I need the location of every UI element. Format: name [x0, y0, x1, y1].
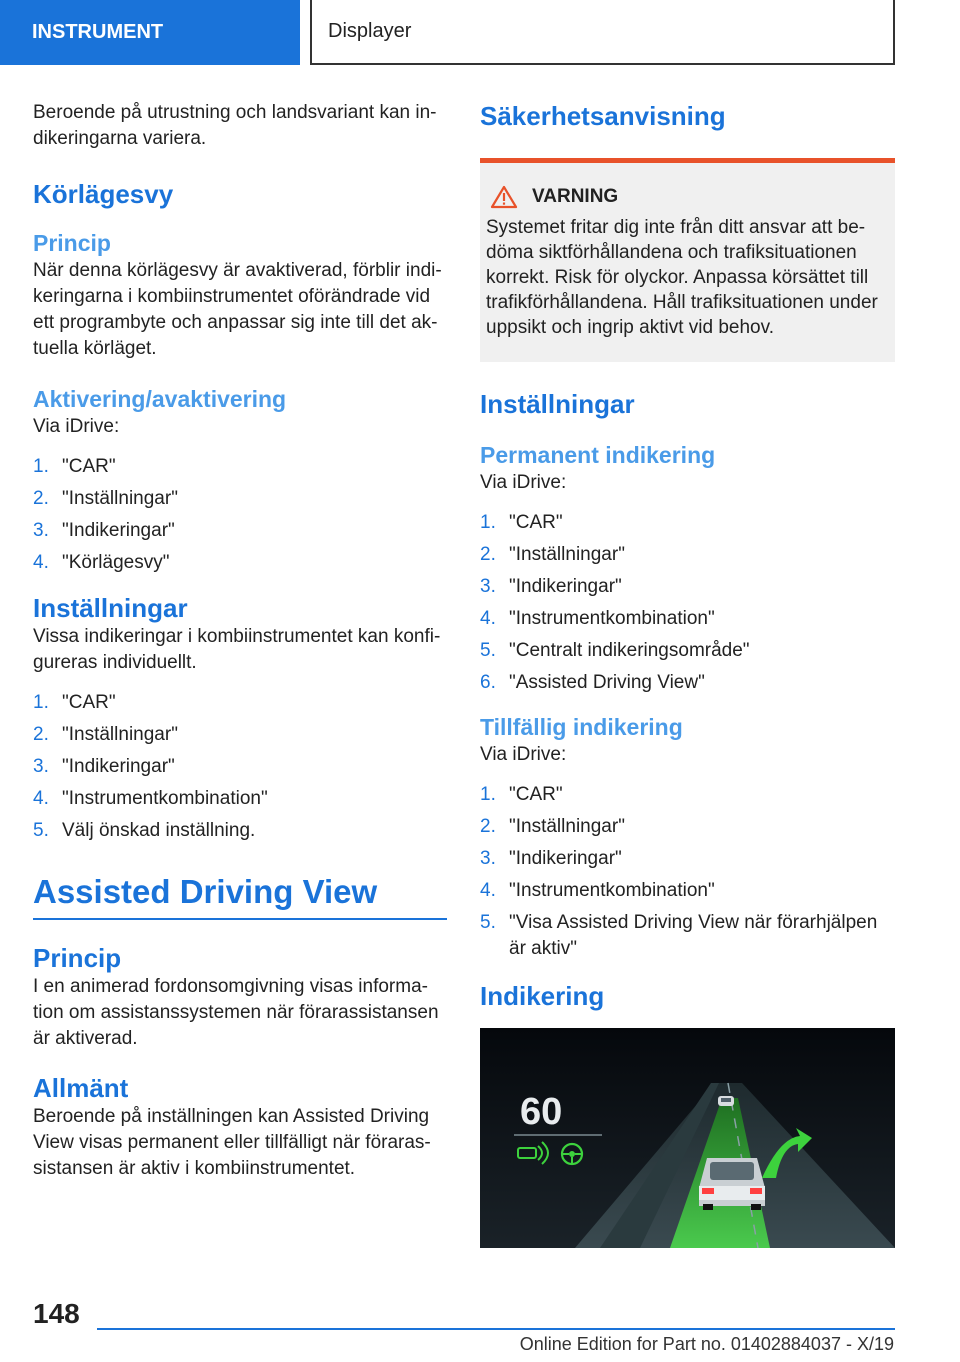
list-item: 3. "Indikeringar" — [33, 756, 175, 777]
footer-edition: Online Edition for Part no. 01402884037 - X/19 — [519, 1334, 894, 1354]
list-item: 4. "Instrumentkombination" — [480, 880, 715, 901]
allmant-text: Beroende på inställningen kan Assisted Driving View visas permanent eller tillfälligt när föraras-sistansen är aktiv i kombiinstrumentet. — [33, 1106, 431, 1179]
activation-via: Via iDrive: — [33, 416, 120, 437]
page-number: 148 — [33, 1298, 80, 1329]
permanent-steps — [480, 510, 895, 696]
warning-text: Systemet fritar dig inte från ditt ansvar att be-döma siktförhållandena och trafiksituationen korrekt. Risk för olyckor. Anpassa körsättet till trafikförhållandena. Håll trafiksituationen under uppsikt och ingrip aktivt vid behov. — [486, 217, 878, 338]
installningar-heading-right: Inställningar — [480, 389, 635, 419]
korlagesvy-princip-heading: Princip — [33, 230, 111, 256]
temporary-steps — [480, 782, 895, 962]
adv-princip-text: I en animerad fordonsomgivning visas informa-tion om assistanssystemen när förarassistansen är aktiverad. — [33, 976, 439, 1049]
korlagesvy-heading: Körlägesvy — [33, 179, 174, 209]
permanent-via: Via iDrive: — [480, 472, 567, 493]
list-item: 1. "CAR" — [33, 456, 116, 477]
warning-box — [480, 158, 895, 362]
footer-divider — [97, 1328, 895, 1330]
list-item: 5. Välj önskad inställning. — [33, 820, 256, 841]
list-item: 3. "Indikeringar" — [480, 848, 622, 869]
list-item: 1. "CAR" — [480, 512, 563, 533]
permanent-heading: Permanent indikering — [480, 442, 716, 468]
installningar-text: Vissa indikeringar i kombiinstrumentet kan konfi-gureras individuellt. — [33, 626, 441, 673]
header-chapter-tab: INSTRUMENT — [0, 0, 300, 65]
assisted-driving-view-figure — [480, 1028, 895, 1248]
list-item: 4. "Körlägesvy" — [33, 552, 170, 573]
adv-heading: Assisted Driving View — [33, 870, 447, 920]
installningar-heading-left: Inställningar — [33, 593, 188, 623]
activation-heading: Aktivering/avaktivering — [33, 386, 287, 412]
list-item: 1. "CAR" — [480, 784, 563, 805]
list-item: 2. "Inställningar" — [33, 488, 178, 509]
indikering-heading: Indikering — [480, 981, 605, 1011]
list-item: 2. "Inställningar" — [480, 816, 625, 837]
list-item: 5. "Visa Assisted Driving View när förarhjälpen är aktiv" — [480, 912, 878, 959]
list-item: 2. "Inställningar" — [480, 544, 625, 565]
korlagesvy-princip-text: När denna körlägesvy är avaktiverad, förblir indi-keringarna i kombiinstrumentet oförändrade vid ett programbyte och anpassar sig inte till det ak-tuella körläget. — [33, 260, 442, 359]
list-item: 1. "CAR" — [33, 692, 116, 713]
ego-vehicle — [699, 1158, 765, 1210]
list-item: 2. "Inställningar" — [33, 724, 178, 745]
left-column — [33, 100, 447, 1182]
installningar-steps — [33, 690, 447, 844]
header-section-title: Displayer — [310, 0, 895, 65]
list-item: 5. "Centralt indikeringsområde" — [480, 640, 750, 661]
adv-princip-heading: Princip — [33, 943, 122, 973]
list-item: 4. "Instrumentkombination" — [480, 608, 715, 629]
list-item: 3. "Indikeringar" — [480, 576, 622, 597]
speed-limit-readout: 60 — [520, 1091, 563, 1133]
temporary-heading: Tillfällig indikering — [480, 714, 683, 740]
intro-text: Beroende på utrustning och landsvariant kan in-dikeringarna variera. — [33, 102, 437, 149]
warning-label: VARNING — [532, 186, 619, 207]
activation-steps — [33, 454, 447, 576]
warning-triangle-icon — [490, 185, 518, 209]
lead-vehicle — [718, 1096, 734, 1106]
list-item: 3. "Indikeringar" — [33, 520, 175, 541]
right-column — [480, 100, 895, 1248]
list-item: 4. "Instrumentkombination" — [33, 788, 268, 809]
temporary-via: Via iDrive: — [480, 744, 567, 765]
warning-header — [486, 185, 889, 209]
list-item: 6. "Assisted Driving View" — [480, 672, 705, 693]
allmant-heading: Allmänt — [33, 1073, 129, 1103]
safety-heading: Säkerhetsanvisning — [480, 101, 726, 131]
